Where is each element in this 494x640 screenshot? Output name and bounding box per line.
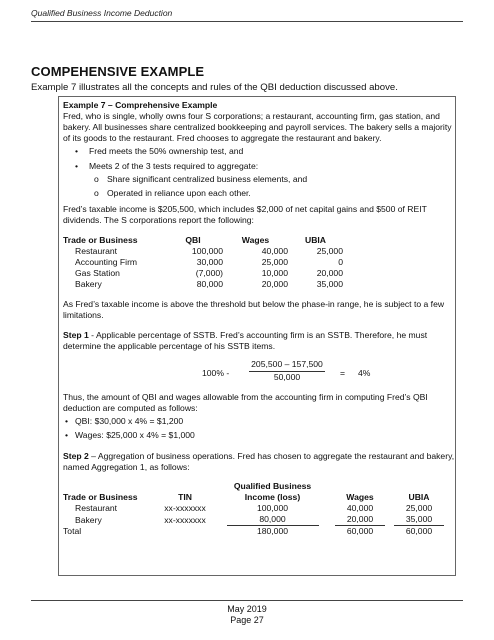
bullet-icon: •: [75, 146, 79, 156]
circle-bullet-icon: o: [94, 174, 99, 184]
table-cell: 25,000: [316, 246, 343, 256]
column-header: QBI: [185, 235, 201, 245]
example-paragraph-1: Fred, who is single, wholly owns four S corporations; a restaurant, accounting firm, gas station, and bakery. All businesses share centralized bookkeeping and payroll services. The bakery sells a majority of its goods to the restaurant. Fred chooses to aggregate the restaurant and bakery.: [63, 111, 452, 143]
page-footer: [31, 600, 463, 626]
column-header: Qualified Business Income (loss): [233, 481, 312, 502]
table-row: [63, 503, 448, 514]
table-cell: 20,000: [261, 279, 288, 289]
table-cell: 20,000: [330, 514, 390, 526]
table-row: [63, 514, 448, 526]
circle-bullet-icon: o: [94, 188, 99, 198]
column-header: TIN: [178, 492, 192, 502]
example-box: [58, 96, 456, 576]
formula-denominator: 50,000: [273, 372, 301, 382]
table-cell: 40,000: [346, 503, 374, 513]
table-cell: 180,000: [256, 526, 289, 536]
table-cell: Total: [63, 526, 82, 536]
footer-date: May 2019: [227, 604, 267, 614]
example-paragraph-3: As Fred’s taxable income is above the threshold but below the phase-in range, he is subject to a few limitations.: [63, 299, 445, 320]
calculation-bullet-list: [63, 416, 455, 441]
table-cell: 35,000: [390, 514, 448, 526]
table-cell: 10,000: [261, 268, 288, 278]
column-header: UBIA: [408, 492, 430, 502]
column-header: Trade or Business: [63, 235, 138, 245]
step-2-label: Step 2: [63, 451, 89, 461]
table-cell: Gas Station: [75, 268, 120, 278]
formula-numerator: 205,500 – 157,500: [249, 359, 325, 372]
sub-bullet-list: [63, 174, 455, 199]
step-1-paragraph: Step 1 - Applicable percentage of SSTB. Fred’s accounting firm is an SSTB. Therefore, he must determine the applicable percentage of his SSTB items.: [63, 330, 428, 351]
formula-lhs: 100% -: [202, 368, 230, 378]
table-cell: 100,000: [256, 503, 289, 513]
example-heading: Example 7 – Comprehensive Example: [63, 100, 218, 110]
table-cell: 60,000: [346, 526, 374, 536]
list-item: o Share significant centralized business elements, and: [94, 174, 308, 184]
section-title: COMPEHENSIVE EXAMPLE: [31, 64, 205, 79]
table-cell: [155, 526, 215, 537]
table-row: [63, 268, 343, 279]
table-cell: 0: [338, 257, 343, 267]
page-number: Page 27: [230, 615, 264, 625]
table-cell: 20,000: [316, 268, 343, 278]
column-header: Wages: [241, 235, 270, 245]
table-cell: 60,000: [405, 526, 433, 536]
table-header-row: [63, 235, 343, 246]
bullet-icon: •: [75, 161, 79, 171]
intro-text: Example 7 illustrates all the concepts and rules of the QBI deduction discussed above.: [31, 82, 398, 93]
table-cell: 25,000: [261, 257, 288, 267]
example-paragraph-2: Fred’s taxable income is $205,500, which includes $2,000 of net capital gains and $500 of REIT dividends. The S corporations report the following:: [63, 204, 427, 225]
table-cell: 40,000: [261, 246, 288, 256]
table-header-row: [63, 481, 448, 503]
table-cell: Accounting Firm: [75, 257, 138, 267]
table-cell: Bakery: [75, 514, 102, 525]
table-row: [63, 246, 343, 257]
table-total-row: [63, 526, 448, 537]
table-cell: (7,000): [195, 268, 223, 278]
list-item: • Wages: $25,000 x 4% = $1,000: [65, 430, 195, 440]
table-cell: 100,000: [191, 246, 223, 256]
list-item: • Meets 2 of the 3 tests required to aggregate: o Share significant centralized business elements, and o Operated in reliance upon each other.: [63, 161, 455, 199]
table-cell: xx-xxxxxxx: [164, 514, 206, 525]
table-cell: 25,000: [405, 503, 433, 513]
table-cell: 80,000: [196, 279, 223, 289]
bullet-icon: •: [65, 416, 69, 426]
table-cell: 35,000: [316, 279, 343, 289]
bullet-list: [63, 146, 455, 199]
table-cell: Bakery: [75, 279, 102, 289]
column-header: Trade or Business: [63, 492, 138, 502]
running-header: Qualified Business Income Deduction: [31, 8, 463, 22]
table-cell: Restaurant: [75, 503, 118, 513]
formula-equals: =: [340, 368, 346, 378]
s-corp-table: [63, 235, 343, 290]
formula-fraction: [249, 359, 325, 383]
example-paragraph-4: Thus, the amount of QBI and wages allowable from the accounting firm in computing Fred’s QBI deduction are computed as follows:: [63, 392, 428, 413]
bullet-icon: •: [65, 430, 69, 440]
formula-result: 4%: [358, 368, 371, 378]
table-row: [63, 257, 343, 268]
step-1-label: Step 1: [63, 330, 89, 340]
table-cell: 80,000: [215, 514, 330, 526]
table-row: [63, 279, 343, 290]
table-cell: xx-xxxxxxx: [164, 503, 206, 513]
aggregation-table: [63, 481, 448, 537]
column-header: Wages: [346, 492, 374, 502]
table-cell: Restaurant: [75, 246, 118, 256]
step-2-paragraph: Step 2 – Aggregation of business operations. Fred has chosen to aggregate the restaurant and bakery, named Aggregation 1, as follows:: [63, 451, 455, 472]
list-item: • QBI: $30,000 x 4% = $1,200: [65, 416, 184, 426]
list-item: • Fred meets the 50% ownership test, and: [75, 146, 244, 156]
table-cell: 30,000: [196, 257, 223, 267]
applicable-percentage-formula: [63, 358, 455, 388]
column-header: UBIA: [304, 235, 326, 245]
list-item: o Operated in reliance upon each other.: [94, 188, 251, 198]
